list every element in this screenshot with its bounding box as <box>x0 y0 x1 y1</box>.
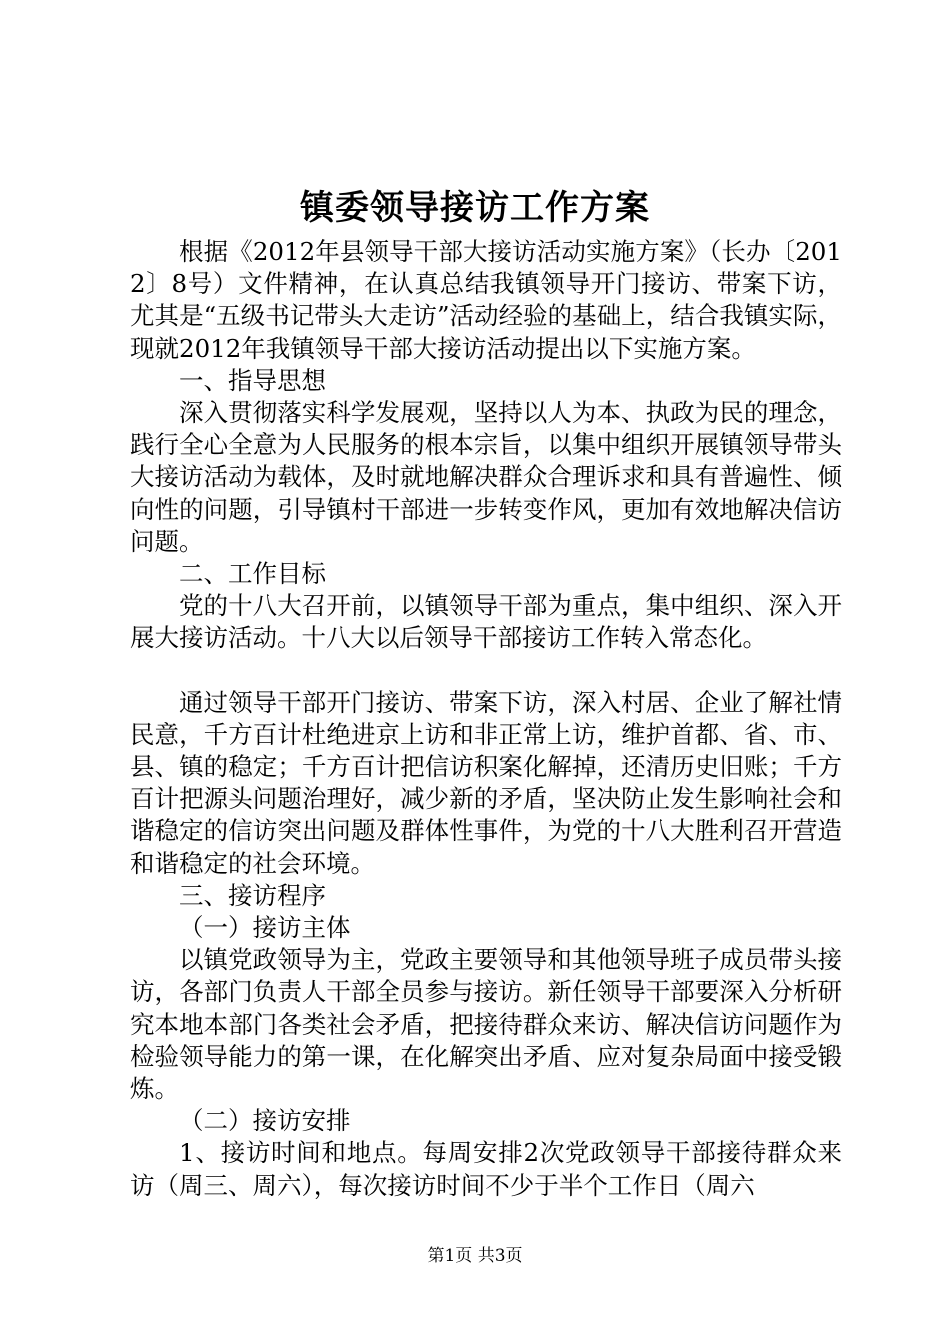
arrangement-paragraph: 1、接访时间和地点。每周安排2次党政领导干部接待群众来访（周三、周六），每次接访时间不少于半个工作日（周六 <box>130 1138 842 1200</box>
page-footer: 第1页 共3页 <box>427 1246 523 1266</box>
subsection-heading-subject: （一）接访主体 <box>179 913 351 943</box>
subject-paragraph: 以镇党政领导为主，党政主要领导和其他领导班子成员带头接访，各部门负责人干部全员参与接访。新任领导干部要深入分析研究本地本部门各类社会矛盾，把接待群众来访、解决信访问题作为检验领导能力的第一课，在化解突出矛盾、应对复杂局面中接受锻炼。 <box>130 945 842 1104</box>
section-heading-guiding-ideology: 一、指导思想 <box>179 365 326 395</box>
document-title: 镇委领导接访工作方案 <box>300 188 650 228</box>
document-body <box>130 236 842 1202</box>
intro-paragraph: 根据《2012年县领导干部大接访活动实施方案》（长办〔2012〕8号）文件精神，在认真总结我镇领导开门接访、带案下访，尤其是“五级书记带头大走访”活动经验的基础上，结合我镇实际，现就2012年我镇领导干部大接访活动提出以下实施方案。 <box>130 237 842 363</box>
blank-line <box>130 655 842 687</box>
section-heading-work-goals: 二、工作目标 <box>179 559 326 589</box>
subsection-heading-arrangement: （二）接访安排 <box>179 1106 351 1136</box>
guiding-ideology-paragraph: 深入贯彻落实科学发展观，坚持以人为本、执政为民的理念，践行全心全意为人民服务的根本宗旨，以集中组织开展镇领导带头大接访活动为载体，及时就地解决群众合理诉求和具有普遍性、倾向性的问题，引导镇村干部进一步转变作风，更加有效地解决信访问题。 <box>130 398 842 556</box>
section-heading-procedure: 三、接访程序 <box>179 880 326 910</box>
work-goals-detail-paragraph: 通过领导干部开门接访、带案下访，深入村居、企业了解社情民意，千方百计杜绝进京上访和非正常上访，维护首都、省、市、县、镇的稳定；千方百计把信访积案化解掉，还清历史旧账；千方百计把源头问题治理好，减少新的矛盾，坚决防止发生影响社会和谐稳定的信访突出问题及群体性事件，为党的十八大胜利召开营造和谐稳定的社会环境。 <box>130 687 842 878</box>
work-goals-paragraph: 党的十八大召开前，以镇领导干部为重点，集中组织、深入开展大接访活动。十八大以后领导干部接访工作转入常态化。 <box>130 591 842 653</box>
